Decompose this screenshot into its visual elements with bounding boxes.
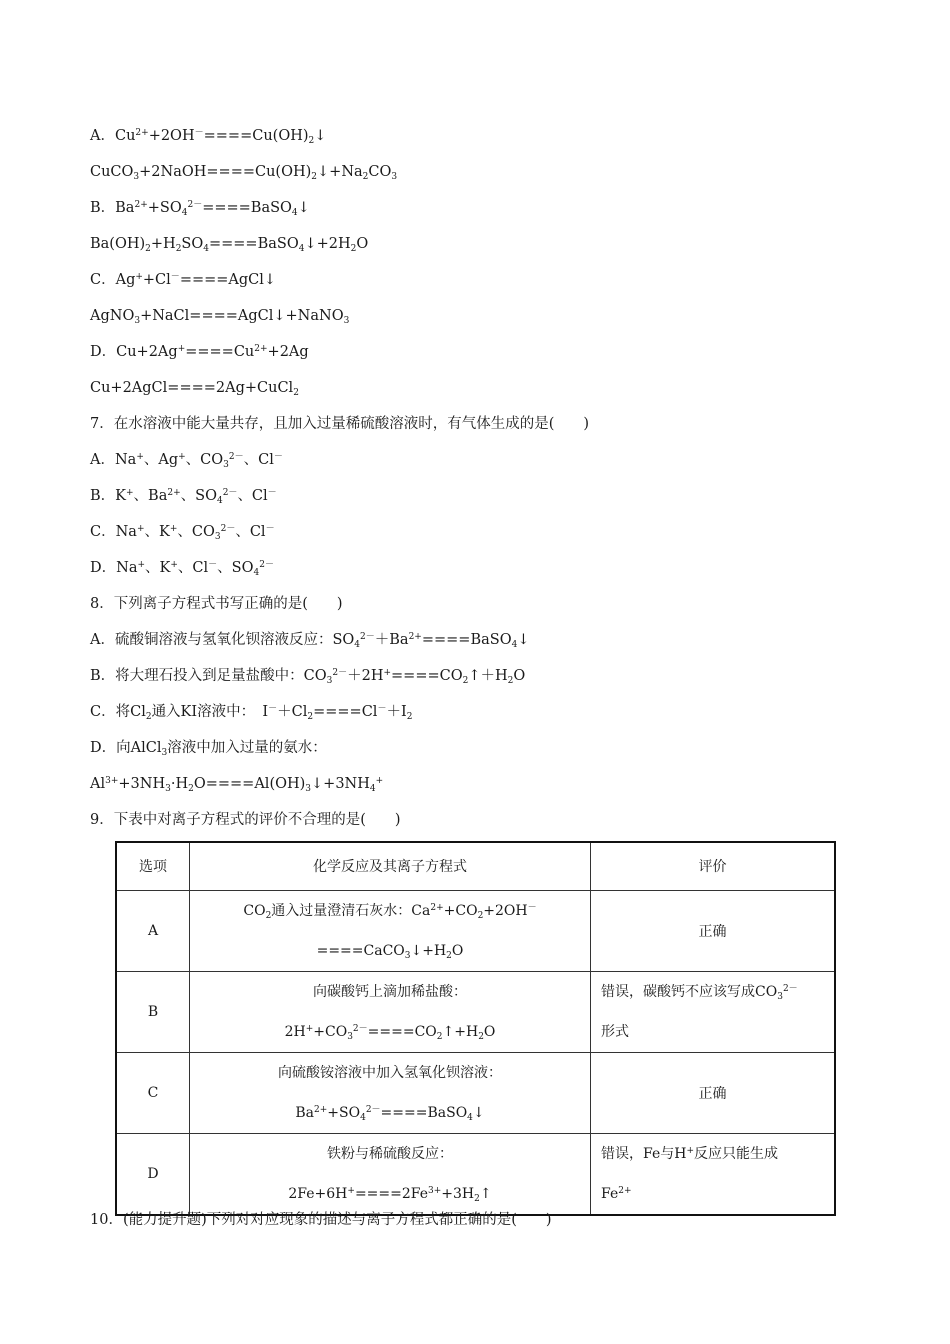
reaction-line-2: $2H^++CO_3^{2-}====CO_2↑+H_2O$ bbox=[284, 1023, 496, 1042]
q6-option-d-ionic: D．$Cu+2Ag^+====Cu^{2+}+2Ag$ bbox=[90, 344, 309, 360]
q7-option-b: B．K+、$Ba^{2+}$、$SO_4^{2-}$、Cl－ bbox=[90, 488, 277, 506]
q8-option-a: A．硫酸铜溶液与氢氧化钡溶液反应：$SO_4^{2-}+Ba^{2+}====BaSO_4↓$ bbox=[90, 632, 530, 650]
row-option: C bbox=[116, 1052, 190, 1133]
evaluation-line-1: 错误，碳酸钙不应该写成$CO_3^{2-}$ bbox=[601, 983, 798, 1002]
q6-option-d-molecular: Cu+2AgCl====2Ag+CuCl$_2$ bbox=[90, 380, 299, 398]
header-option: 选项 bbox=[116, 842, 190, 890]
row-evaluation: 正确 bbox=[591, 1052, 836, 1133]
reaction-line-2: $====CaCO_3↓+H_2O$ bbox=[316, 942, 464, 961]
reaction-line-2: $Ba^{2+}+SO_4^{2-}====BaSO_4↓$ bbox=[295, 1104, 485, 1123]
header-evaluation: 评价 bbox=[591, 842, 836, 890]
q10-stem: 10．(能力提升题)下列对对应现象的描述与离子方程式都正确的是( ) bbox=[90, 1212, 552, 1228]
q6-option-b-ionic: B．$Ba^{2+}+SO_4^{2-}====BaSO_4↓$ bbox=[90, 200, 310, 218]
q6-option-b-molecular: $Ba(OH)_2+H_2SO_4====BaSO_4↓+2H_2O$ bbox=[90, 236, 369, 254]
q7-stem: 7．在水溶液中能大量共存，且加入过量稀硫酸溶液时，有气体生成的是( ) bbox=[90, 416, 590, 432]
reaction-line-1: 向硫酸铵溶液中加入氢氧化钡溶液： bbox=[278, 1064, 502, 1081]
evaluation-line-1: 错误，Fe与H+反应只能生成 bbox=[601, 1145, 778, 1162]
row-reaction bbox=[190, 971, 591, 1052]
reaction-line-1: $CO_2$通入过量澄清石灰水：$Ca^{2+}+CO_2+2OH^-$ bbox=[243, 902, 537, 921]
header-reaction: 化学反应及其离子方程式 bbox=[190, 842, 591, 890]
table-row bbox=[116, 971, 835, 1052]
table-row bbox=[116, 890, 835, 971]
q6-option-c-molecular: AgNO$_3$+NaCl====AgCl↓+NaNO$_3$ bbox=[90, 308, 350, 326]
row-option: A bbox=[116, 890, 190, 971]
q7-option-a: A．Na+、Ag+、$CO_3^{2-}$、Cl－ bbox=[90, 452, 283, 470]
q8-stem: 8．下列离子方程式书写正确的是( ) bbox=[90, 596, 343, 612]
table-header-row bbox=[116, 842, 835, 890]
q6-option-a-molecular: $CuCO_3+2NaOH====Cu(OH)_2↓+Na_2CO_3$ bbox=[90, 164, 398, 182]
table-row bbox=[116, 1052, 835, 1133]
q6-option-a-ionic: A．$Cu^{2+}+2OH^-====Cu(OH)_2↓$ bbox=[90, 128, 327, 146]
q7-option-c: C．Na+、K+、$CO_3^{2-}$、Cl－ bbox=[90, 524, 275, 542]
q6-option-c-ionic: C．Ag++Cl－====AgCl↓ bbox=[90, 272, 277, 288]
q8-option-b: B．将大理石投入到足量盐酸中：$CO_3^{2-}+2H^+====CO_2↑+H_2O$ bbox=[90, 668, 526, 686]
q9-stem: 9．下表中对离子方程式的评价不合理的是( ) bbox=[90, 812, 401, 828]
q9-evaluation-table bbox=[115, 841, 836, 1216]
row-option: D bbox=[116, 1133, 190, 1215]
row-evaluation: 正确 bbox=[591, 890, 836, 971]
table-row bbox=[116, 1133, 835, 1215]
reaction-line-2: $2Fe+6H^+====2Fe^{3+}+3H_2↑$ bbox=[288, 1185, 492, 1204]
q8-option-d-equation: $Al^{3+}+3NH_3\cdot H_2O====Al(OH)_3↓+3NH_4^+$ bbox=[90, 776, 384, 794]
evaluation-line-2: $Fe^{2+}$ bbox=[601, 1185, 632, 1202]
row-evaluation bbox=[591, 1133, 836, 1215]
reaction-line-1: 向碳酸钙上滴加稀盐酸： bbox=[313, 983, 467, 1000]
q7-option-d: D．Na+、K+、Cl－、$SO_4^{2-}$ bbox=[90, 560, 274, 578]
row-option: B bbox=[116, 971, 190, 1052]
q8-option-c: C．将$Cl_2$通入KI溶液中： $I^-+Cl_2====Cl^-+I_2$ bbox=[90, 704, 413, 722]
row-reaction bbox=[190, 1052, 591, 1133]
q8-option-d-stem: D．向AlCl$_3$溶液中加入过量的氨水： bbox=[90, 740, 327, 758]
evaluation-line-2: 形式 bbox=[601, 1023, 629, 1040]
reaction-line-1: 铁粉与稀硫酸反应： bbox=[327, 1145, 453, 1162]
row-evaluation bbox=[591, 971, 836, 1052]
row-reaction bbox=[190, 890, 591, 971]
row-reaction bbox=[190, 1133, 591, 1215]
